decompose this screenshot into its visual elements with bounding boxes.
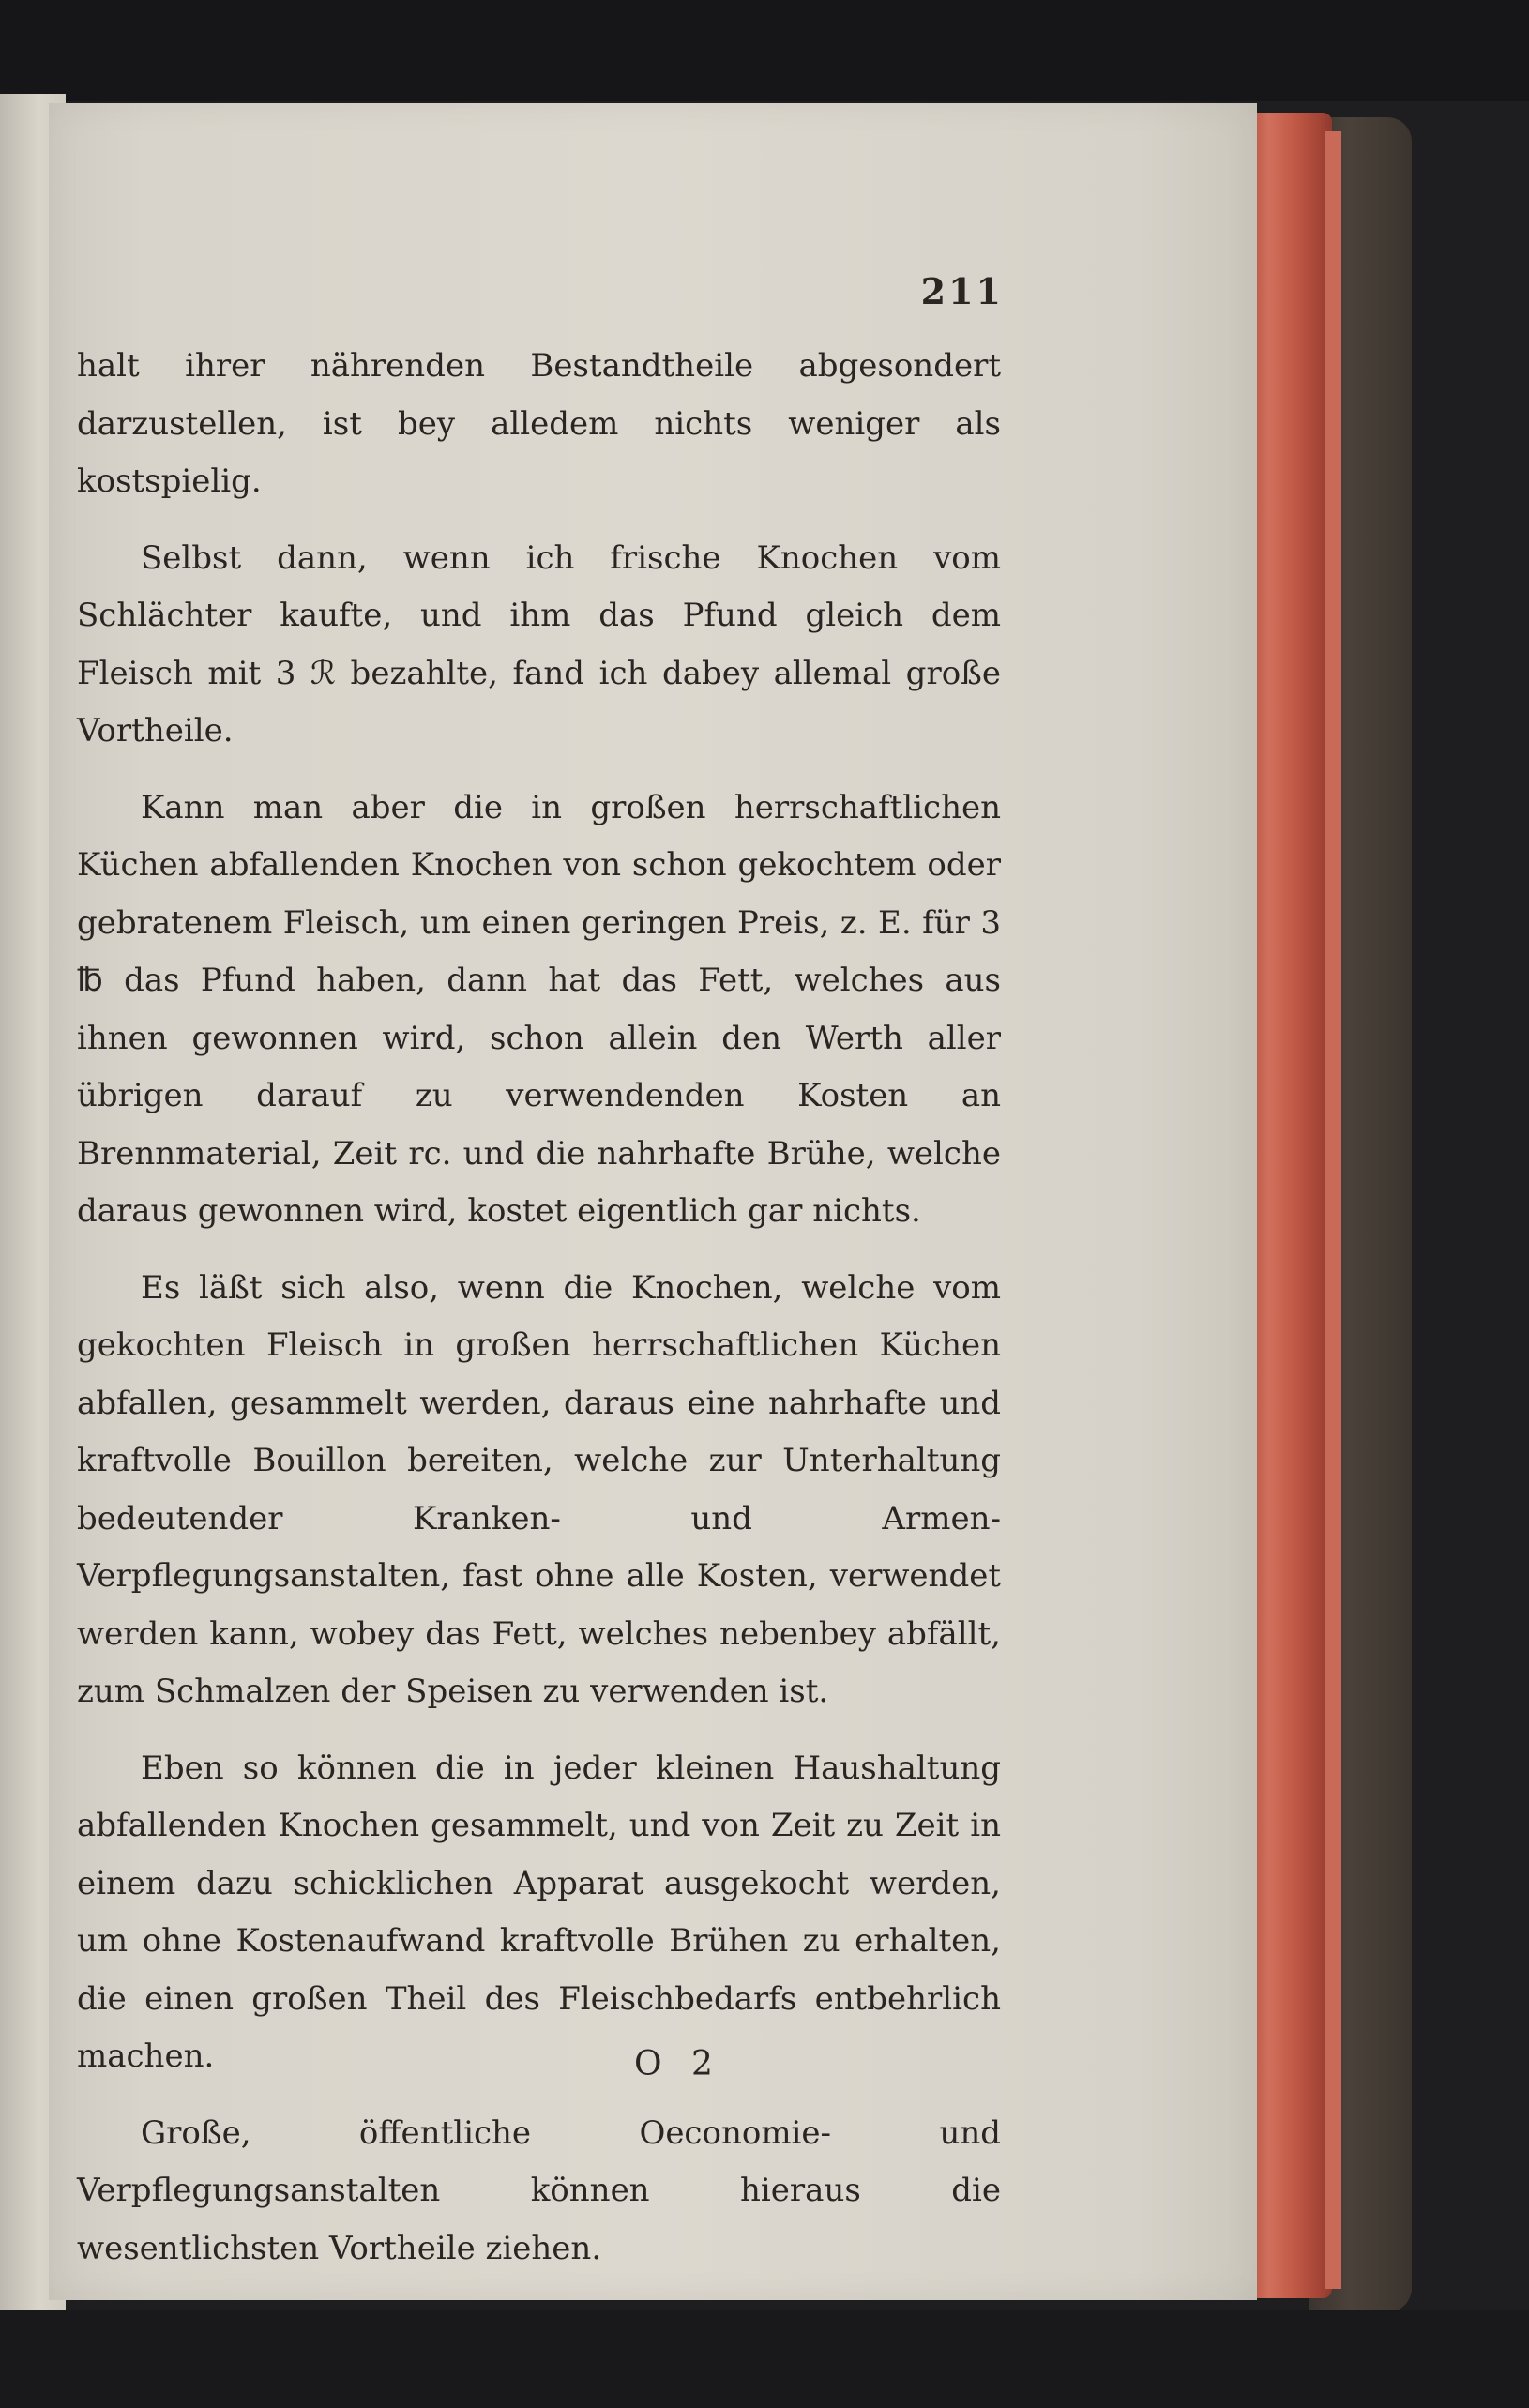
paragraph: Es läßt sich also, wenn die Knochen, welche vom gekochten Fleisch in großen herrschaftlichen Küchen abfallen, gesammelt werden, daraus eine nahrhafte und kraftvolle Bouillon bereiten, welche zur Unterhaltung bedeutender Kranken- und Armen-Verpflegungsanstalten, fast ohne alle Kosten, verwendet werden kann, wobey das Fett, welches nebenbey abfällt, zum Schmalzen der Speisen zu verwenden ist. — [77, 1268, 1001, 1710]
paragraph: Kann man aber die in großen herrschaftlichen Küchen abfallenden Knochen von schon gekochtem oder gebratenem Fleisch, um einen geringen Preis, z. E. für 3 ℔ das Pfund haben, dann hat das Fett, welches aus ihnen gewonnen wird, schon allein den Werth aller übrigen darauf zu verwendenden Kosten an Brennmaterial, Zeit rc. und die nahrhafte Brühe, welche daraus gewonnen wird, kostet eigentlich gar nichts. — [77, 788, 1001, 1230]
paragraph: Selbst dann, wenn ich frische Knochen vom Schlächter kaufte, und ihm das Pfund gleich dem Fleisch mit 3 ℛ bezahlte, fand ich dabey allemal große Vortheile. — [77, 538, 1001, 750]
body-text — [77, 338, 1001, 2296]
paragraph: Große, öffentliche Oeconomie- und Verpflegungsanstalten können hieraus die wesentlichsten Vortheile ziehen. — [77, 2113, 1001, 2267]
background-bottom — [0, 2310, 1529, 2408]
background-top — [0, 0, 1529, 101]
page-number: 211 — [920, 270, 1004, 312]
paragraph: halt ihrer nährenden Bestandtheile abgesondert darzustellen, ist bey alledem nichts weniger als kostspielig. — [77, 347, 1001, 500]
red-edge-highlight — [1325, 131, 1341, 2289]
red-page-edges — [1248, 113, 1332, 2298]
printer-signature: O 2 — [634, 2045, 722, 2083]
paragraph: Eben so können die in jeder kleinen Haushaltung abfallenden Knochen gesammelt, und von Zeit zu Zeit in einem dazu schicklichen Apparat ausgekocht werden, um ohne Kostenaufwand kraftvolle Brühen zu erhalten, die einen großen Theil des Fleischbedarfs entbehrlich machen. — [77, 1749, 1001, 2075]
